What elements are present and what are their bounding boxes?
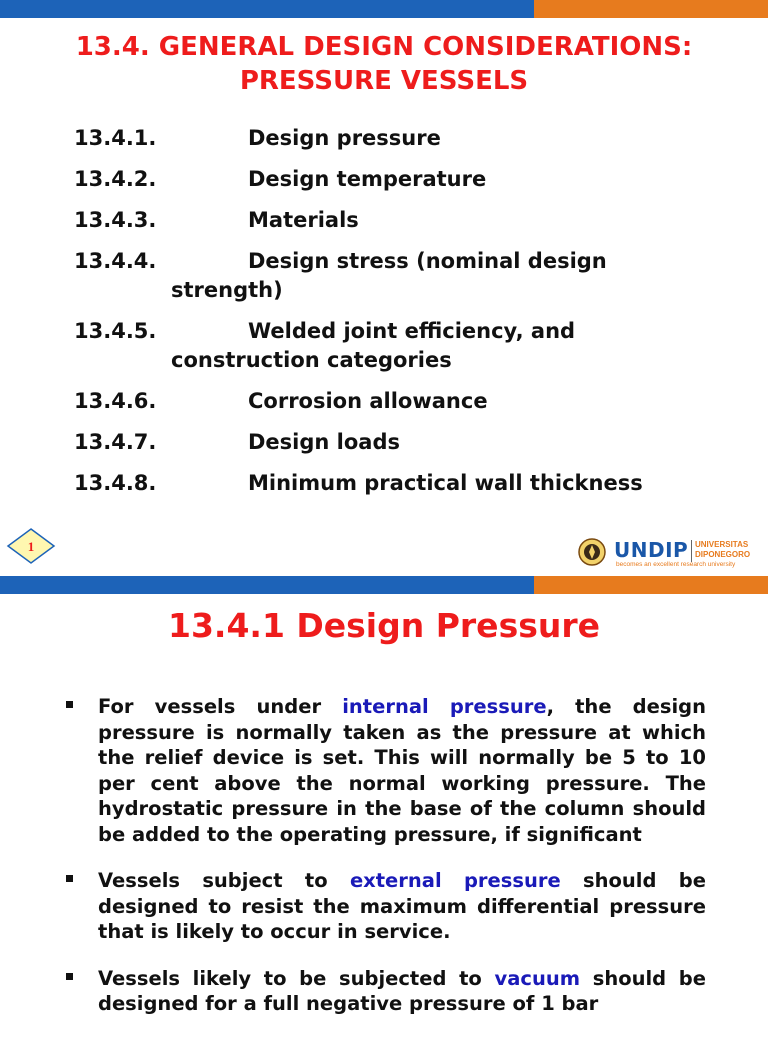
bullet-square-icon: [66, 973, 73, 980]
bullet-square-icon: [66, 701, 73, 708]
slide1-title-line1: 13.4. GENERAL DESIGN CONSIDERATIONS:: [75, 32, 693, 62]
page-number: 1: [27, 539, 35, 554]
toc-item-text: Minimum practical wall thickness: [248, 471, 643, 495]
toc-item-number: 13.4.8.: [74, 471, 157, 495]
logo-line1: UNIVERSITAS: [695, 540, 749, 549]
slide2-title: 13.4.1 Design Pressure: [167, 606, 600, 645]
bullet-text: should be designed to resist the maximum differential pressure that is likely to occur in service.: [98, 869, 706, 943]
logo-divider: [691, 540, 692, 562]
undip-logo: [578, 536, 758, 570]
bullet-list: [64, 694, 706, 1038]
slide1-title-line2: PRESSURE VESSELS: [239, 66, 529, 96]
bullet-item: [64, 966, 706, 1017]
bullet-highlight: external pressure: [349, 869, 561, 892]
toc-item: [74, 317, 714, 375]
toc-item-number: 13.4.3.: [74, 208, 157, 232]
stripe-orange: [534, 576, 768, 594]
logo-name: UNDIP: [614, 538, 689, 562]
bullet-text: should be designed for a full negative pressure of 1 bar: [98, 966, 706, 1015]
logo-tagline: becomes an excellent research university: [616, 561, 736, 568]
stripe-orange: [534, 0, 768, 18]
page-number-badge: [6, 527, 56, 565]
toc-item: [74, 428, 714, 457]
toc-item-continuation: construction categories: [171, 348, 452, 372]
toc-item-number: 13.4.5.: [74, 319, 157, 343]
bullet-highlight: vacuum: [494, 966, 581, 990]
toc-item: [74, 469, 714, 498]
stripe-blue: [0, 0, 534, 18]
toc-item-number: 13.4.4.: [74, 249, 157, 273]
bullet-square-icon: [66, 875, 73, 882]
toc-item-number: 13.4.7.: [74, 430, 157, 454]
logo-line2: DIPONEGORO: [695, 550, 751, 559]
stripe-blue: [0, 576, 534, 594]
toc-item-text: Design loads: [248, 430, 400, 454]
diamond-badge-icon: [6, 527, 56, 565]
toc-item-text: Corrosion allowance: [248, 389, 488, 413]
bullet-text: For vessels under: [98, 695, 343, 718]
toc-item-text: Design temperature: [248, 167, 487, 191]
toc-item: [74, 124, 714, 153]
bullet-text: Vessels subject to: [98, 869, 350, 892]
toc-item-text: Welded joint efficiency, and: [248, 319, 576, 343]
toc-item-number: 13.4.6.: [74, 389, 157, 413]
divider-stripe: [0, 576, 768, 594]
toc-item: [74, 206, 714, 235]
bullet-item: [64, 868, 706, 945]
toc-item-number: 13.4.1.: [74, 126, 157, 150]
bullet-highlight: internal pressure: [342, 695, 547, 718]
toc-item-text: Design pressure: [248, 126, 441, 150]
bullet-item: [64, 694, 706, 847]
toc-item: [74, 247, 714, 305]
toc-item-text: Materials: [248, 208, 359, 232]
toc-item: [74, 165, 714, 194]
toc-item-continuation: strength): [171, 278, 283, 302]
bullet-text: , the design pressure is normally taken as the pressure at which the relief device is set. This will normally be 5 to 10 per cent above the normal working pressure. The hydrostatic pressure in the base of the column should be added to the operating pressure, if significant: [98, 695, 707, 846]
university-emblem-icon: [578, 536, 606, 568]
logo-university-name: [695, 540, 750, 560]
toc-item: [74, 387, 714, 416]
bullet-text: Vessels likely to be subjected to: [98, 966, 495, 990]
toc-list: [74, 124, 714, 510]
top-stripe: [0, 0, 768, 18]
toc-item-number: 13.4.2.: [74, 167, 157, 191]
toc-item-text: Design stress (nominal design: [248, 249, 607, 273]
slide1-title: [0, 30, 768, 98]
